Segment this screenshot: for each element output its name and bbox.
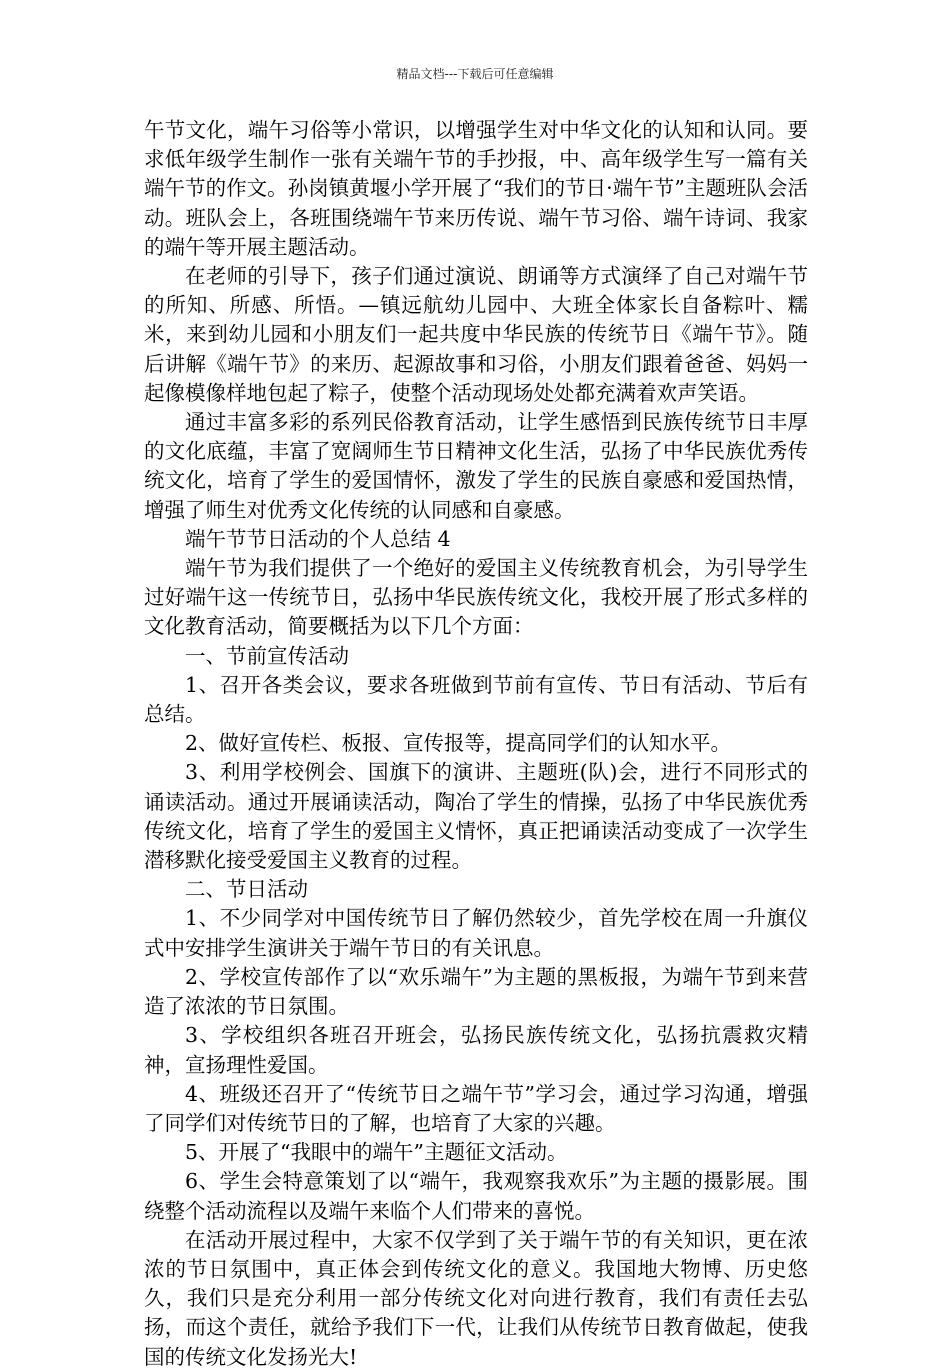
paragraph-conclusion: 在活动开展过程中，大家不仅学到了关于端午节的有关知识，更在浓浓的节日氛围中，真正体会到传统文化的意义。我国地大物博、历史悠久，我们只是充分利用一部分传统文化对向进行教育，我们有责任去弘扬，而这个责任，就给予我们下一代，让我们从传统节日教育做起，使我国的传统文化发扬光大! [144, 1227, 808, 1369]
list-item-act-1: 1、不少同学对中国传统节日了解仍然较少，首先学校在周一升旗仪式中安排学生演讲关于端午节日的有关讯息。 [144, 906, 808, 960]
paragraph-2: 在老师的引导下，孩子们通过演说、朗诵等方式演绎了自己对端午节的所知、所感、所悟。—镇远航幼儿园中、大班全体家长自备粽叶、糯米，来到幼儿园和小朋友们一起共度中华民族的传统节日《端午节》。随后讲解《端午节》的来历、起源故事和习俗，小朋友们跟着爸爸、妈妈一起像模像样地包起了粽子，使整个活动现场处处都充满着欢声笑语。 [144, 264, 808, 405]
document-body [144, 116, 808, 1372]
list-item-act-2: 2、学校宣传部作了以“欢乐端午”为主题的黑板报，为端午节到来营造了浓浓的节日氛围。 [144, 964, 808, 1019]
heading-pre-festival: 一、节前宣传活动 [185, 643, 349, 668]
list-item-act-3: 3、学校组织各班召开班会，弘扬民族传统文化，弘扬抗震救灾精神，宣扬理性爱国。 [144, 1023, 808, 1077]
paragraph-3: 通过丰富多彩的系列民俗教育活动，让学生感悟到民族传统节日丰厚的文化底蕴，丰富了宽阔师生节日精神文化生活，弘扬了中华民族优秀传统文化，培育了学生的爱国情怀，激发了学生的民族自豪感和爱国热情，增强了师生对优秀文化传统的认同感和自豪感。 [144, 410, 808, 522]
list-item-pre-2: 2、做好宣传栏、板报、宣传报等，提高同学们的认知水平。 [185, 731, 732, 756]
paragraph-1: 午节文化，端午习俗等小常识，以增强学生对中华文化的认知和认同。要求低年级学生制作一张有关端午节的手抄报，中、高年级学生写一篇有关端午节的作文。孙岗镇黄堰小学开展了“我们的节日·端午节”主题班队会活动。班队会上，各班围绕端午节来历传说、端午节习俗、端午诗词、我家的端午等开展主题活动。 [144, 118, 808, 259]
list-item-act-5: 5、开展了“我眼中的端午”主题征文活动。 [185, 1140, 568, 1165]
list-item-pre-3: 3、利用学校例会、国旗下的演讲、主题班(队)会，进行不同形式的诵读活动。通过开展诵读活动，陶冶了学生的情操，弘扬了中华民族优秀传统文化，培育了学生的爱国主义情怀，真正把诵读活动变成了一次学生潜移默化接受爱国主义教育的过程。 [144, 760, 808, 873]
list-item-act-4: 4、班级还召开了“传统节日之端午节”学习会，通过学习沟通，增强了同学们对传统节日的了解，也培育了大家的兴趣。 [144, 1081, 808, 1135]
paragraph-intro: 端午节为我们提供了一个绝好的爱国主义传统教育机会，为引导学生过好端午这一传统节日，弘扬中华民族传统文化，我校开展了形式多样的文化教育活动，简要概括为以下几个方面： [144, 556, 808, 639]
list-item-pre-1: 1、召开各类会议，要求各班做到节前有宣传、节日有活动、节后有总结。 [144, 672, 808, 727]
section-title: 端午节节日活动的个人总结 4 [185, 526, 451, 551]
page-header: 精品文档---下载后可任意编辑 [396, 67, 554, 81]
list-item-act-6: 6、学生会特意策划了以“端午，我观察我欢乐”为主题的摄影展。围绕整个活动流程以及端午来临个人们带来的喜悦。 [144, 1169, 808, 1223]
heading-festival-activities: 二、节日活动 [185, 877, 308, 902]
